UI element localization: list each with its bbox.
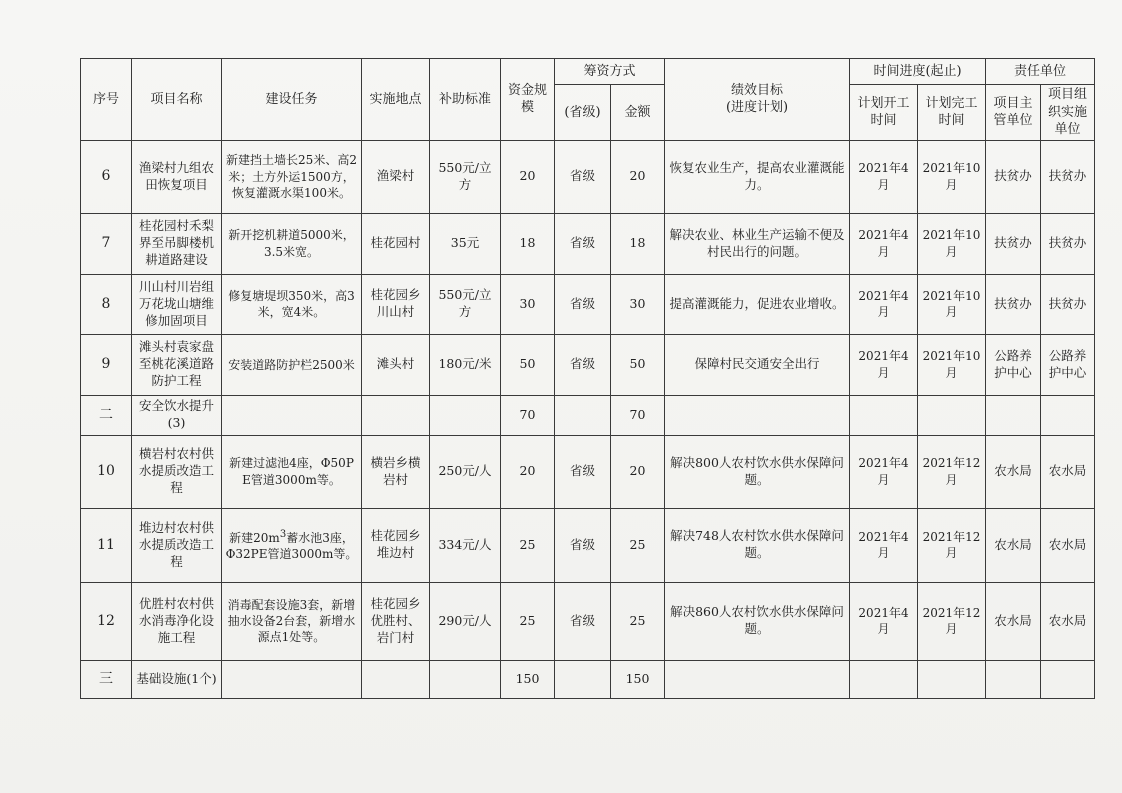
- cell-start: 2021年4月: [850, 582, 918, 660]
- cell-end: 2021年10月: [918, 213, 986, 274]
- empty-cell: [1041, 395, 1095, 435]
- header-seq: 序号: [81, 59, 132, 141]
- cell-standard: 550元/立方: [430, 140, 501, 213]
- cell-goal: 解决860人农村饮水供水保障问题。: [665, 582, 850, 660]
- section-seq: 三: [81, 660, 132, 698]
- cell-start: 2021年4月: [850, 213, 918, 274]
- cell-task: 新建挡土墙长25米、高2米；土方外运1500方，恢复灌溉水渠100米。: [222, 140, 362, 213]
- cell-seq: 6: [81, 140, 132, 213]
- cell-main: 扶贫办: [986, 140, 1041, 213]
- cell-place: 桂花园乡堆边村: [362, 508, 430, 582]
- empty-cell: [222, 395, 362, 435]
- section-row-water: [81, 395, 1095, 435]
- cell-level: 省级: [555, 508, 611, 582]
- cell-scale: 25: [501, 582, 555, 660]
- cell-standard: 290元/人: [430, 582, 501, 660]
- table-row: [81, 435, 1095, 508]
- empty-cell: [986, 395, 1041, 435]
- cell-end: 2021年12月: [918, 435, 986, 508]
- empty-cell: [555, 395, 611, 435]
- cell-start: 2021年4月: [850, 140, 918, 213]
- cell-scale: 20: [501, 435, 555, 508]
- cell-amount: 18: [611, 213, 665, 274]
- empty-cell: [555, 660, 611, 698]
- empty-cell: [918, 395, 986, 435]
- header-goal: 绩效目标 (进度计划): [665, 59, 850, 141]
- header-standard: 补助标准: [430, 59, 501, 141]
- cell-goal: 提高灌溉能力，促进农业增收。: [665, 274, 850, 334]
- cell-start: 2021年4月: [850, 435, 918, 508]
- cell-main: 扶贫办: [986, 274, 1041, 334]
- cell-scale: 50: [501, 334, 555, 395]
- cell-org: 扶贫办: [1041, 140, 1095, 213]
- cell-standard: 180元/米: [430, 334, 501, 395]
- cell-task: 新建过滤池4座，Φ50PE管道3000m等。: [222, 435, 362, 508]
- section-amount: 70: [611, 395, 665, 435]
- cell-org: 农水局: [1041, 508, 1095, 582]
- header-schedule: 时间进度(起止): [850, 59, 986, 85]
- section-name: 安全饮水提升(3): [132, 395, 222, 435]
- table-row: [81, 582, 1095, 660]
- cell-level: 省级: [555, 274, 611, 334]
- cell-end: 2021年12月: [918, 582, 986, 660]
- cell-level: 省级: [555, 435, 611, 508]
- cell-seq: 10: [81, 435, 132, 508]
- cell-place: 横岩乡横岩村: [362, 435, 430, 508]
- cell-level: 省级: [555, 334, 611, 395]
- cell-amount: 25: [611, 508, 665, 582]
- header-plan-end: 计划完工时间: [918, 85, 986, 141]
- cell-standard: 250元/人: [430, 435, 501, 508]
- cell-goal: 解决农业、林业生产运输不便及村民出行的问题。: [665, 213, 850, 274]
- cell-start: 2021年4月: [850, 274, 918, 334]
- cell-main: 农水局: [986, 508, 1041, 582]
- header-scale: 资金规模: [501, 59, 555, 141]
- cell-task: 消毒配套设施3套，新增抽水设备2台套，新增水源点1处等。: [222, 582, 362, 660]
- cell-main: 公路养护中心: [986, 334, 1041, 395]
- cell-main: 扶贫办: [986, 213, 1041, 274]
- header-place: 实施地点: [362, 59, 430, 141]
- empty-cell: [850, 660, 918, 698]
- empty-cell: [918, 660, 986, 698]
- cell-org: 扶贫办: [1041, 213, 1095, 274]
- cell-amount: 20: [611, 435, 665, 508]
- cell-place: 滩头村: [362, 334, 430, 395]
- section-scale: 70: [501, 395, 555, 435]
- cell-scale: 18: [501, 213, 555, 274]
- section-scale: 150: [501, 660, 555, 698]
- empty-cell: [362, 660, 430, 698]
- cell-name: 川山村川岩组万花垅山塘维修加固项目: [132, 274, 222, 334]
- cell-name: 横岩村农村供水提质改造工程: [132, 435, 222, 508]
- table-row: [81, 508, 1095, 582]
- cell-end: 2021年10月: [918, 274, 986, 334]
- cell-name: 优胜村农村供水消毒净化设施工程: [132, 582, 222, 660]
- cell-scale: 30: [501, 274, 555, 334]
- section-row-infrastructure: [81, 660, 1095, 698]
- cell-task-part-a: 新建20m: [229, 530, 280, 545]
- cell-start: 2021年4月: [850, 508, 918, 582]
- header-task: 建设任务: [222, 59, 362, 141]
- table-row: [81, 213, 1095, 274]
- cell-seq: 11: [81, 508, 132, 582]
- cell-standard: 550元/立方: [430, 274, 501, 334]
- empty-cell: [850, 395, 918, 435]
- cell-seq: 9: [81, 334, 132, 395]
- header-funding: 筹资方式: [555, 59, 665, 85]
- empty-cell: [430, 395, 501, 435]
- cell-place: 桂花园乡川山村: [362, 274, 430, 334]
- header-funding-level: (省级): [555, 85, 611, 141]
- cell-amount: 20: [611, 140, 665, 213]
- header-plan-start: 计划开工时间: [850, 85, 918, 141]
- cell-name: 堆边村农村供水提质改造工程: [132, 508, 222, 582]
- empty-cell: [665, 660, 850, 698]
- cell-scale: 25: [501, 508, 555, 582]
- cell-task-part-b: 蓄水池3座，Φ32PE管道3000m等。: [225, 530, 358, 562]
- cell-org: 扶贫办: [1041, 274, 1095, 334]
- cell-name: 桂花园村禾梨界至吊脚楼机耕道路建设: [132, 213, 222, 274]
- cell-goal: 解决748人农村饮水供水保障问题。: [665, 508, 850, 582]
- cell-name: 渔梁村九组农田恢复项目: [132, 140, 222, 213]
- cell-level: 省级: [555, 140, 611, 213]
- project-table: [80, 58, 1095, 699]
- cell-seq: 8: [81, 274, 132, 334]
- table-row: [81, 334, 1095, 395]
- cell-goal: 恢复农业生产，提高农业灌溉能力。: [665, 140, 850, 213]
- cell-place: 桂花园村: [362, 213, 430, 274]
- cell-task: 安装道路防护栏2500米: [222, 334, 362, 395]
- section-seq: 二: [81, 395, 132, 435]
- cell-standard: 35元: [430, 213, 501, 274]
- cell-start: 2021年4月: [850, 334, 918, 395]
- cell-end: 2021年12月: [918, 508, 986, 582]
- header-funding-amount: 金额: [611, 85, 665, 141]
- cell-scale: 20: [501, 140, 555, 213]
- table-row: [81, 274, 1095, 334]
- cell-org: 公路养护中心: [1041, 334, 1095, 395]
- cell-level: 省级: [555, 213, 611, 274]
- empty-cell: [430, 660, 501, 698]
- cell-seq: 7: [81, 213, 132, 274]
- cell-end: 2021年10月: [918, 140, 986, 213]
- cell-task: [222, 508, 362, 582]
- section-amount: 150: [611, 660, 665, 698]
- section-name: 基础设施(1个): [132, 660, 222, 698]
- header-row-1: [81, 59, 1095, 85]
- cell-task-superscript: 3: [279, 528, 287, 540]
- cell-org: 农水局: [1041, 582, 1095, 660]
- cell-amount: 25: [611, 582, 665, 660]
- cell-main: 农水局: [986, 582, 1041, 660]
- empty-cell: [986, 660, 1041, 698]
- cell-amount: 50: [611, 334, 665, 395]
- cell-task: 修复塘堤坝350米，高3米，宽4米。: [222, 274, 362, 334]
- empty-cell: [1041, 660, 1095, 698]
- header-name: 项目名称: [132, 59, 222, 141]
- cell-goal: 解决800人农村饮水供水保障问题。: [665, 435, 850, 508]
- cell-seq: 12: [81, 582, 132, 660]
- empty-cell: [222, 660, 362, 698]
- header-resp-main: 项目主管单位: [986, 85, 1041, 141]
- cell-task: 新开挖机耕道5000米，3.5米宽。: [222, 213, 362, 274]
- cell-name: 滩头村袁家盘至桃花溪道路防护工程: [132, 334, 222, 395]
- cell-goal: 保障村民交通安全出行: [665, 334, 850, 395]
- table-row: [81, 140, 1095, 213]
- cell-place: 桂花园乡优胜村、岩门村: [362, 582, 430, 660]
- cell-standard: 334元/人: [430, 508, 501, 582]
- cell-org: 农水局: [1041, 435, 1095, 508]
- cell-main: 农水局: [986, 435, 1041, 508]
- cell-level: 省级: [555, 582, 611, 660]
- empty-cell: [362, 395, 430, 435]
- cell-place: 渔梁村: [362, 140, 430, 213]
- empty-cell: [665, 395, 850, 435]
- cell-end: 2021年10月: [918, 334, 986, 395]
- cell-amount: 30: [611, 274, 665, 334]
- header-responsible: 责任单位: [986, 59, 1095, 85]
- header-resp-org: 项目组织实施单位: [1041, 85, 1095, 141]
